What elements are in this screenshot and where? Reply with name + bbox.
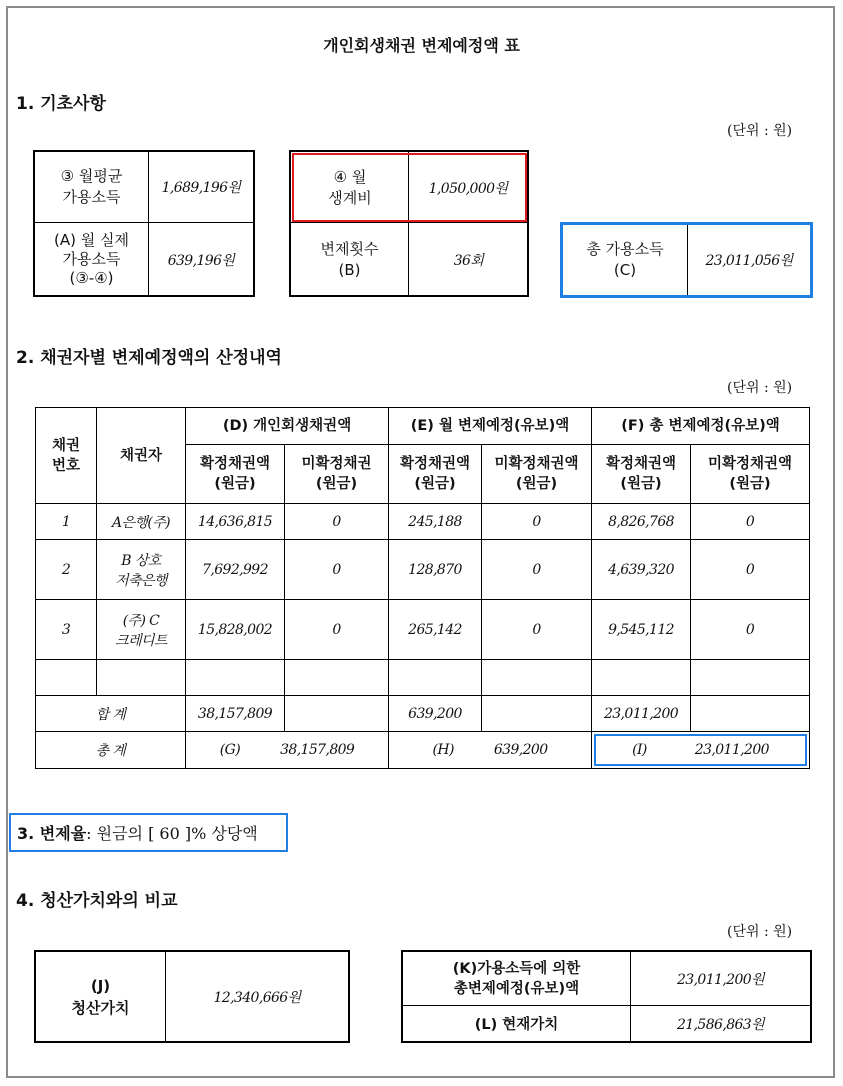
empty-row (36, 660, 810, 696)
row-creditor: B 상호 저축은행 (97, 540, 186, 600)
section2-heading: 2. 채권자별 변제예정액의 산정내역 (16, 348, 282, 368)
header-group-e: (E) 월 변제예정(유보)액 (389, 408, 592, 445)
row-f-confirmed: 9,545,112 (592, 600, 691, 660)
row-d-unconfirmed: 0 (285, 540, 389, 600)
table-row (36, 600, 810, 660)
row-e-confirmed: 245,188 (389, 504, 482, 540)
row-no: 3 (36, 600, 97, 660)
row-creditor: (주) C 크레디트 (97, 600, 186, 660)
grand-total-i (592, 732, 810, 769)
liquidation-label: (J) 청산가치 (71, 976, 130, 1017)
row-no: 1 (36, 504, 97, 540)
header-group-f: (F) 총 변제예정(유보)액 (592, 408, 810, 445)
repayment-rate-box (9, 813, 288, 852)
row-e-unconfirmed: 0 (482, 600, 592, 660)
subtotal-d: 38,157,809 (186, 696, 285, 732)
grand-total-i-highlight: (I) 23,011,200 (594, 734, 807, 766)
section2-unit: (단위 : 원) (727, 380, 793, 396)
total-income-label: 총 가용소득 (C) (586, 240, 664, 279)
page-title: 개인회생채권 변제예정액 표 (323, 36, 520, 55)
header-e-unconfirmed: 미확정채권액 (원금) (482, 445, 592, 504)
row-f-unconfirmed: 0 (691, 540, 810, 600)
row-d-confirmed: 7,692,992 (186, 540, 285, 600)
section4-unit: (단위 : 원) (727, 924, 793, 940)
row-f-confirmed: 4,639,320 (592, 540, 691, 600)
header-creditor: 채권자 (97, 408, 186, 504)
row-creditor: A은행(주) (97, 504, 186, 540)
grand-total-h: (H) 639,200 (389, 732, 592, 769)
living-cost-value: 1,050,000원 (428, 180, 508, 197)
table-row (36, 540, 810, 600)
table-row (36, 504, 810, 540)
repayment-count-value: 36회 (453, 252, 484, 269)
row-d-unconfirmed: 0 (285, 504, 389, 540)
grand-total-row (36, 732, 810, 769)
section1-unit: (단위 : 원) (727, 123, 793, 139)
row-d-confirmed: 14,636,815 (186, 504, 285, 540)
row-e-unconfirmed: 0 (482, 540, 592, 600)
header-f-confirmed: 확정채권액 (원금) (592, 445, 691, 504)
header-d-confirmed: 확정채권액 (원금) (186, 445, 285, 504)
grand-total-g: (G) 38,157,809 (186, 732, 389, 769)
l-label: (L) 현재가치 (474, 1017, 559, 1033)
row-f-unconfirmed: 0 (691, 600, 810, 660)
section3-heading: 3. 변제율 (17, 824, 87, 843)
row-d-confirmed: 15,828,002 (186, 600, 285, 660)
header-e-confirmed: 확정채권액 (원금) (389, 445, 482, 504)
row-e-confirmed: 265,142 (389, 600, 482, 660)
subtotal-row (36, 696, 810, 732)
total-income-value: 23,011,056원 (705, 253, 793, 269)
avg-income-label: ③ 월평균 가용소득 (60, 167, 123, 206)
header-creditor-no: 채권 번호 (36, 408, 97, 504)
section4-heading: 4. 청산가치와의 비교 (16, 891, 178, 911)
repayment-rate-text: : 원금의 [ 60 ]% 상당액 (86, 824, 258, 843)
header-f-unconfirmed: 미확정채권액 (원금) (691, 445, 810, 504)
k-value: 23,011,200원 (676, 971, 765, 988)
actual-income-label: (A) 월 실제 가용소득 (③-④) (54, 231, 129, 287)
row-no: 2 (36, 540, 97, 600)
row-e-confirmed: 128,870 (389, 540, 482, 600)
creditor-table (35, 407, 810, 769)
living-cost-label: ④ 월 생계비 (328, 167, 372, 207)
avg-income-value: 1,689,196원 (161, 180, 241, 196)
subtotal-label: 합 계 (36, 696, 186, 732)
k-label: (K)가용소득에 의한 총변제예정(유보)액 (452, 960, 581, 997)
grand-total-label: 총 계 (36, 732, 186, 769)
actual-income-value: 639,196원 (167, 252, 235, 269)
section1-heading: 1. 기초사항 (16, 94, 106, 114)
row-f-confirmed: 8,826,768 (592, 504, 691, 540)
repayment-count-label: 변제횟수 (B) (320, 239, 379, 279)
subtotal-f: 23,011,200 (592, 696, 691, 732)
row-e-unconfirmed: 0 (482, 504, 592, 540)
subtotal-e: 639,200 (389, 696, 482, 732)
liquidation-value: 12,340,666원 (213, 989, 301, 1006)
header-group-d: (D) 개인회생채권액 (186, 408, 389, 445)
header-d-unconfirmed: 미확정채권 (원금) (285, 445, 389, 504)
l-value: 21,586,863원 (676, 1016, 765, 1033)
row-d-unconfirmed: 0 (285, 600, 389, 660)
row-f-unconfirmed: 0 (691, 504, 810, 540)
